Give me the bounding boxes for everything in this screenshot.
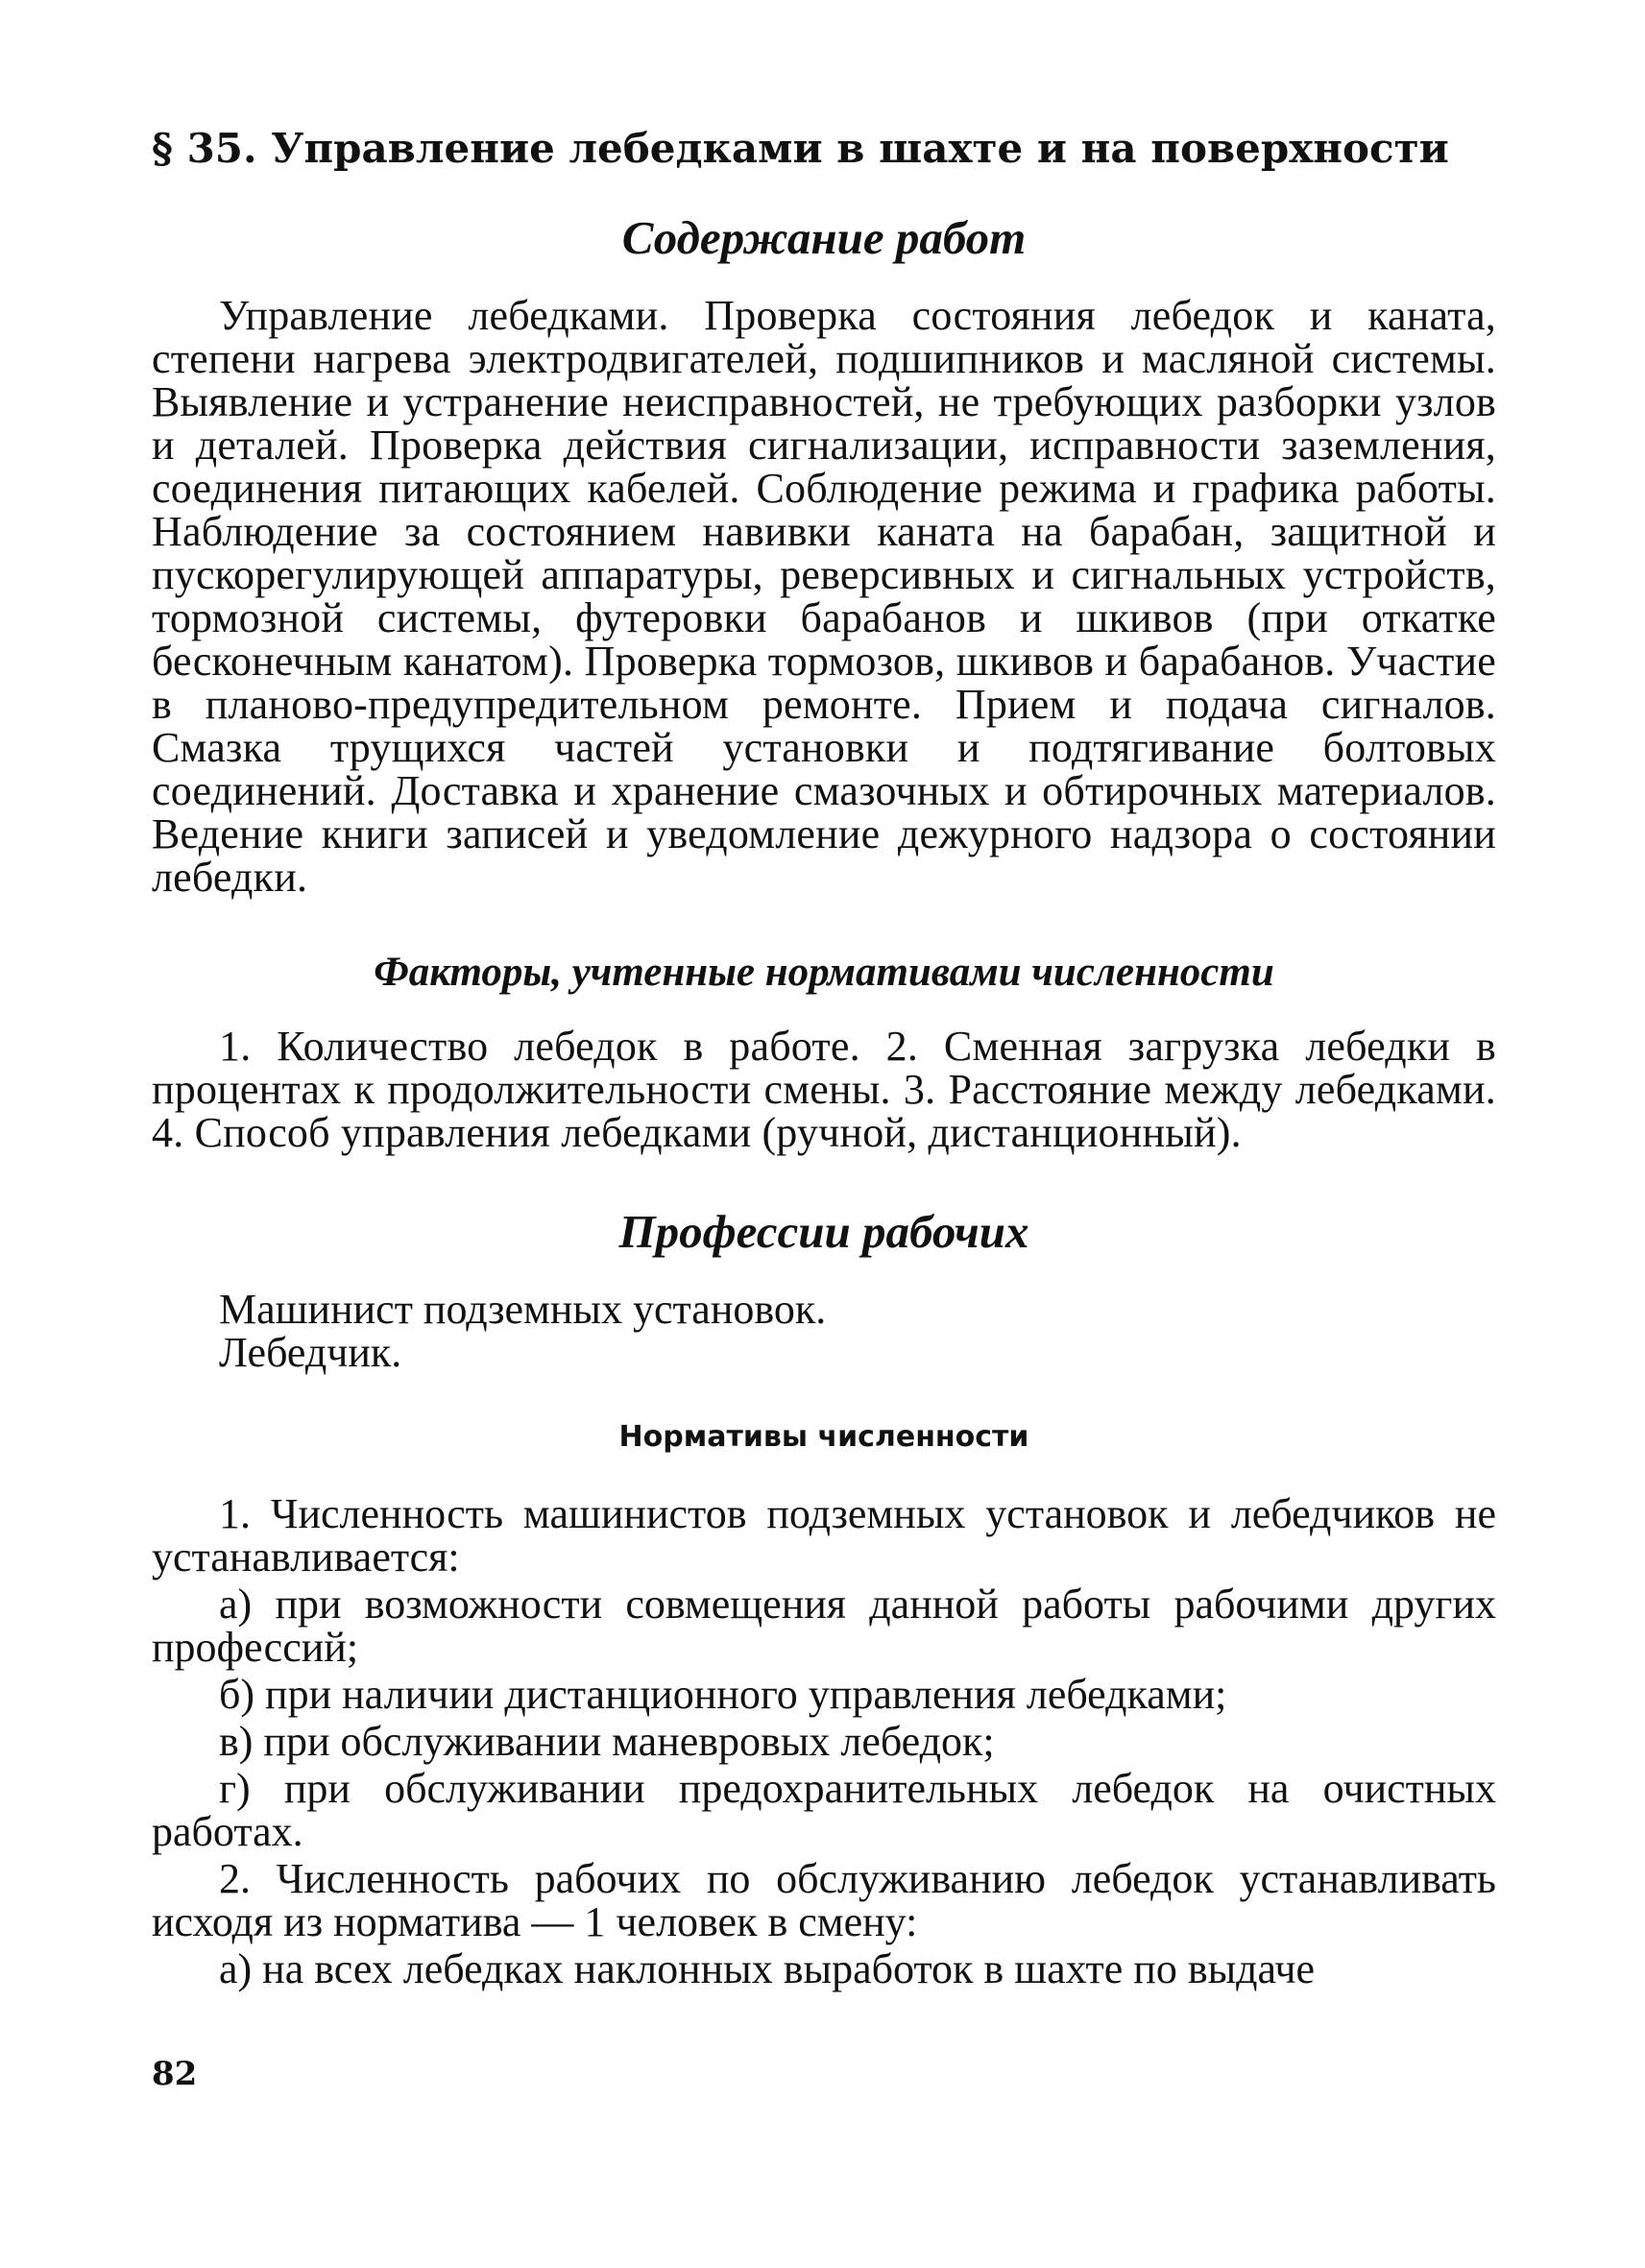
- profession-item: Лебедчик.: [219, 1329, 402, 1376]
- page-content: [152, 125, 1496, 1994]
- work-content-title: Содержание работ: [621, 211, 1027, 264]
- factors-title: Факторы, учтенные нормативами численности: [374, 950, 1274, 995]
- norms-paragraph: 1. Численность машинистов подземных установок и лебедчиков не устанавливается:: [152, 1490, 1496, 1580]
- norms-paragraph: в) при обслуживании маневровых лебедок;: [219, 1718, 995, 1765]
- norms-paragraph: а) на всех лебедках наклонных выработок в шахте по выдаче: [219, 1945, 1315, 1992]
- work-content-text: Управление лебедками. Проверка состояния лебедок и каната, степени нагрева электродвигателей, подшипников и масляной системы. Выявление и устранение неисправностей, не требующих разборки узлов и деталей. Проверка действия сигнализации, исправности заземления, соединения питающих кабелей. Соблюдение режима и графика работы. Наблюдение за состоянием навивки каната на барабан, защитной и пускорегулирующей аппаратуры, реверсивных и сигнальных устройств, тормозной системы, футеровки барабанов и шкивов (при откатке бесконечным канатом). Проверка тормозов, шкивов и барабанов. Участие в планово-предупредительном ремонте. Прием и подача сигналов. Смазка трущихся частей установки и подтягивание болтовых соединений. Доставка и хранение смазочных и обтирочных материалов. Ведение книги записей и уведомление дежурного надзора о состоянии лебедки.: [152, 292, 1496, 901]
- norms-paragraph: г) при обслуживании предохранительных лебедок на очистных работах.: [152, 1765, 1496, 1855]
- section-heading: § 35. Управление лебедками в шахте и на поверхности: [152, 125, 1449, 172]
- norms-paragraph: а) при возможности совмещения данной работы рабочими других профессий;: [152, 1580, 1496, 1671]
- page-number: 82: [152, 2055, 198, 2093]
- factors-text: 1. Количество лебедок в работе. 2. Сменная загрузка лебедки в процентах к продолжительности смены. 3. Расстояние между лебедками. 4. Способ управления лебедками (ручной, дистанционный).: [152, 1023, 1496, 1156]
- norms-paragraph: б) при наличии дистанционного управления лебедками;: [219, 1671, 1227, 1718]
- professions-title: Профессии рабочих: [618, 1205, 1029, 1258]
- profession-item: Машинист подземных установок.: [219, 1286, 827, 1333]
- norms-list: [152, 1492, 1496, 1991]
- norms-paragraph: 2. Численность рабочих по обслуживанию лебедок устанавливать исходя из норматива — 1 человек в смену:: [152, 1855, 1496, 1945]
- norms-title: Нормативы численности: [618, 1420, 1029, 1454]
